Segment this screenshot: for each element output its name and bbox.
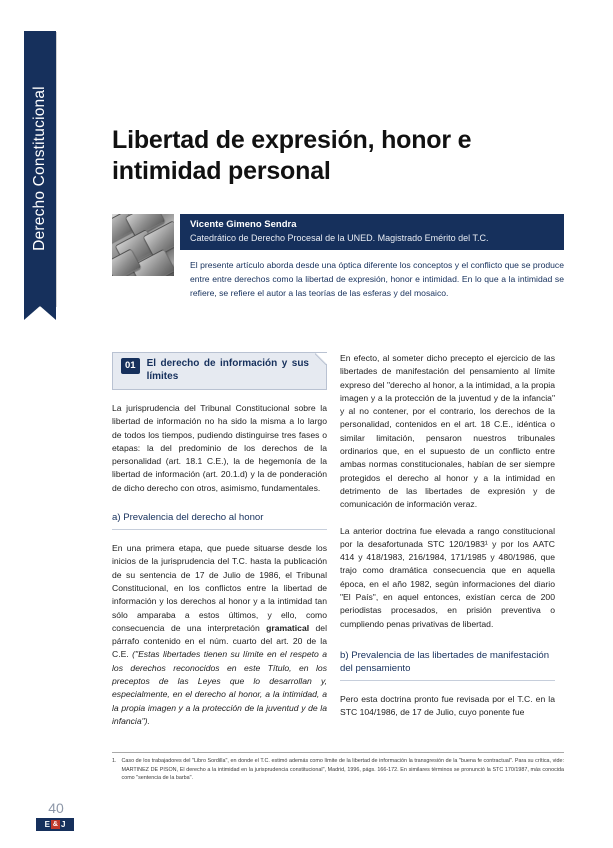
footnote-marker: 1. bbox=[112, 758, 117, 764]
section-number-badge: 01 bbox=[121, 358, 140, 374]
publisher-logo bbox=[36, 818, 74, 831]
subheading-a: a) Prevalencia del derecho al honor bbox=[112, 511, 327, 530]
author-bar bbox=[180, 214, 564, 250]
paragraph: La anterior doctrina fue elevada a rango constitucional por la desafortunada STC 120/1983¹ y por los AATC 414 y 418/1983, 216/1984, 171/1985 y 480/1986, que trajo como dramática consecuencia que en aquella época, en el año 1982, según informaciones del diario "El País", en aquel entonces, existían cerca de 200 periodistas procesados, en prisión preventiva o cumpliendo penas privativas de libertad. bbox=[340, 525, 555, 629]
column-left bbox=[112, 352, 327, 728]
author-name: Vicente Gimeno Sendra bbox=[190, 219, 297, 230]
page-title: Libertad de expresión, honor e intimidad personal bbox=[112, 125, 472, 185]
section-header bbox=[112, 352, 327, 390]
page-number: 40 bbox=[48, 800, 64, 816]
sidebar-category-tab bbox=[24, 31, 56, 306]
footnote-text: Caso de los trabajadores del "Libro Sordilla", en donde el T.C. estimó además como límite de la libertad de información la transgresión de la "buena fe contractual". Para su crítica, vide: MARTINEZ DE PISON, El derecho a la intimidad en la jurisprudencia constitucional", Madrid, 1996, págs. 166-172. En similares términos se pronunció la STC 170/1987, más conocida como "sentencia de la barba". bbox=[121, 758, 564, 782]
footnote bbox=[112, 757, 564, 783]
logo-letter-e: E bbox=[44, 819, 50, 829]
section-fold-corner bbox=[315, 353, 327, 365]
paragraph bbox=[112, 542, 327, 728]
paragraph-part: En una primera etapa, que puede situarse desde los inicios de la jurisprudencia del T.C. hasta la publicación de su sentencia de 17 de Julio de 1986, el Tribunal Constitucional, en los conflictos entre la libertad de información y los derechos al honor y a la intimidad tan sólo amparaba a estos últimos, y ello, como consecuencia de una interpretación bbox=[112, 543, 327, 633]
paragraph: Pero esta doctrina pronto fue revisada por el T.C. en la STC 104/1986, de 17 de Julio, cuyo ponente fue bbox=[340, 693, 555, 718]
column-right bbox=[340, 352, 555, 720]
footnote-divider bbox=[112, 752, 564, 753]
sidebar-category-label: Derecho Constitucional bbox=[31, 86, 48, 251]
sidebar-tab-point bbox=[24, 306, 56, 320]
keyboard-photo bbox=[112, 214, 174, 276]
paragraph: En efecto, al someter dicho precepto el ejercicio de las libertades de manifestación del pensamiento al límite expreso del "derecho al honor, a la intimidad, a la propia imagen y a la protección de la juventud y de la infancia" y al no contener, por el contrario, los derechos de la personalidad, contenidos en el art. 18 C.E., idéntica o similar limitación, pensaron nuestros tribunales ordinarios que, en el supuesto de un conflicto entre ambas normas constitucionales, habían de ser siempre protegidos el derecho al honor y a la intimidad en detrimento de las libertades de expresión y de comunicación de información veraz. bbox=[340, 353, 555, 510]
section-title: El derecho de información y sus límites bbox=[146, 358, 309, 382]
paragraph: La jurisprudencia del Tribunal Constitucional sobre la libertad de información no ha sido la misma a lo largo de todos los tiempos, pudiendo distinguirse tres fases o etapas: la del predominio de los derechos de la personalidad (art. 18.1 C.E.), la de hegemonía de la libertad de información (art. 20.1.d) y la de ponderación de dicho derecho con otros, asimismo, fundamentales. bbox=[112, 403, 327, 493]
paragraph-part: del párrafo contenido en el núm. cuarto del art. 20 de la C.E. bbox=[112, 622, 327, 660]
logo-ampersand: & bbox=[52, 821, 58, 828]
emphasis-gramatical: gramatical bbox=[266, 622, 310, 633]
section-edge bbox=[326, 364, 327, 389]
author-role: Catedrático de Derecho Procesal de la UNED. Magistrado Emérito del T.C. bbox=[190, 233, 489, 243]
article-abstract: El presente artículo aborda desde una óptica diferente los conceptos y el conflicto que se produce entre entre derechos como la libertad de expresión, honor e intimidad. En lo que a la intimidad se refiere, se refiere el autor a las teorías de las esferas y del mosaico. bbox=[190, 260, 564, 298]
logo-letter-j: J bbox=[60, 819, 66, 829]
quoted-constitution-text: ("Estas libertades tienen su límite en el respeto a los derechos reconocidos en este Título, en los preceptos de las Leyes que lo desarrollan y, especialmente, en el derecho al honor, a la intimidad, a la propia imagen y a la protección de la juventud y de la infancia"). bbox=[112, 649, 327, 726]
subheading-b: b) Prevalencia de las libertades de manifestación del pensamiento bbox=[340, 649, 555, 681]
